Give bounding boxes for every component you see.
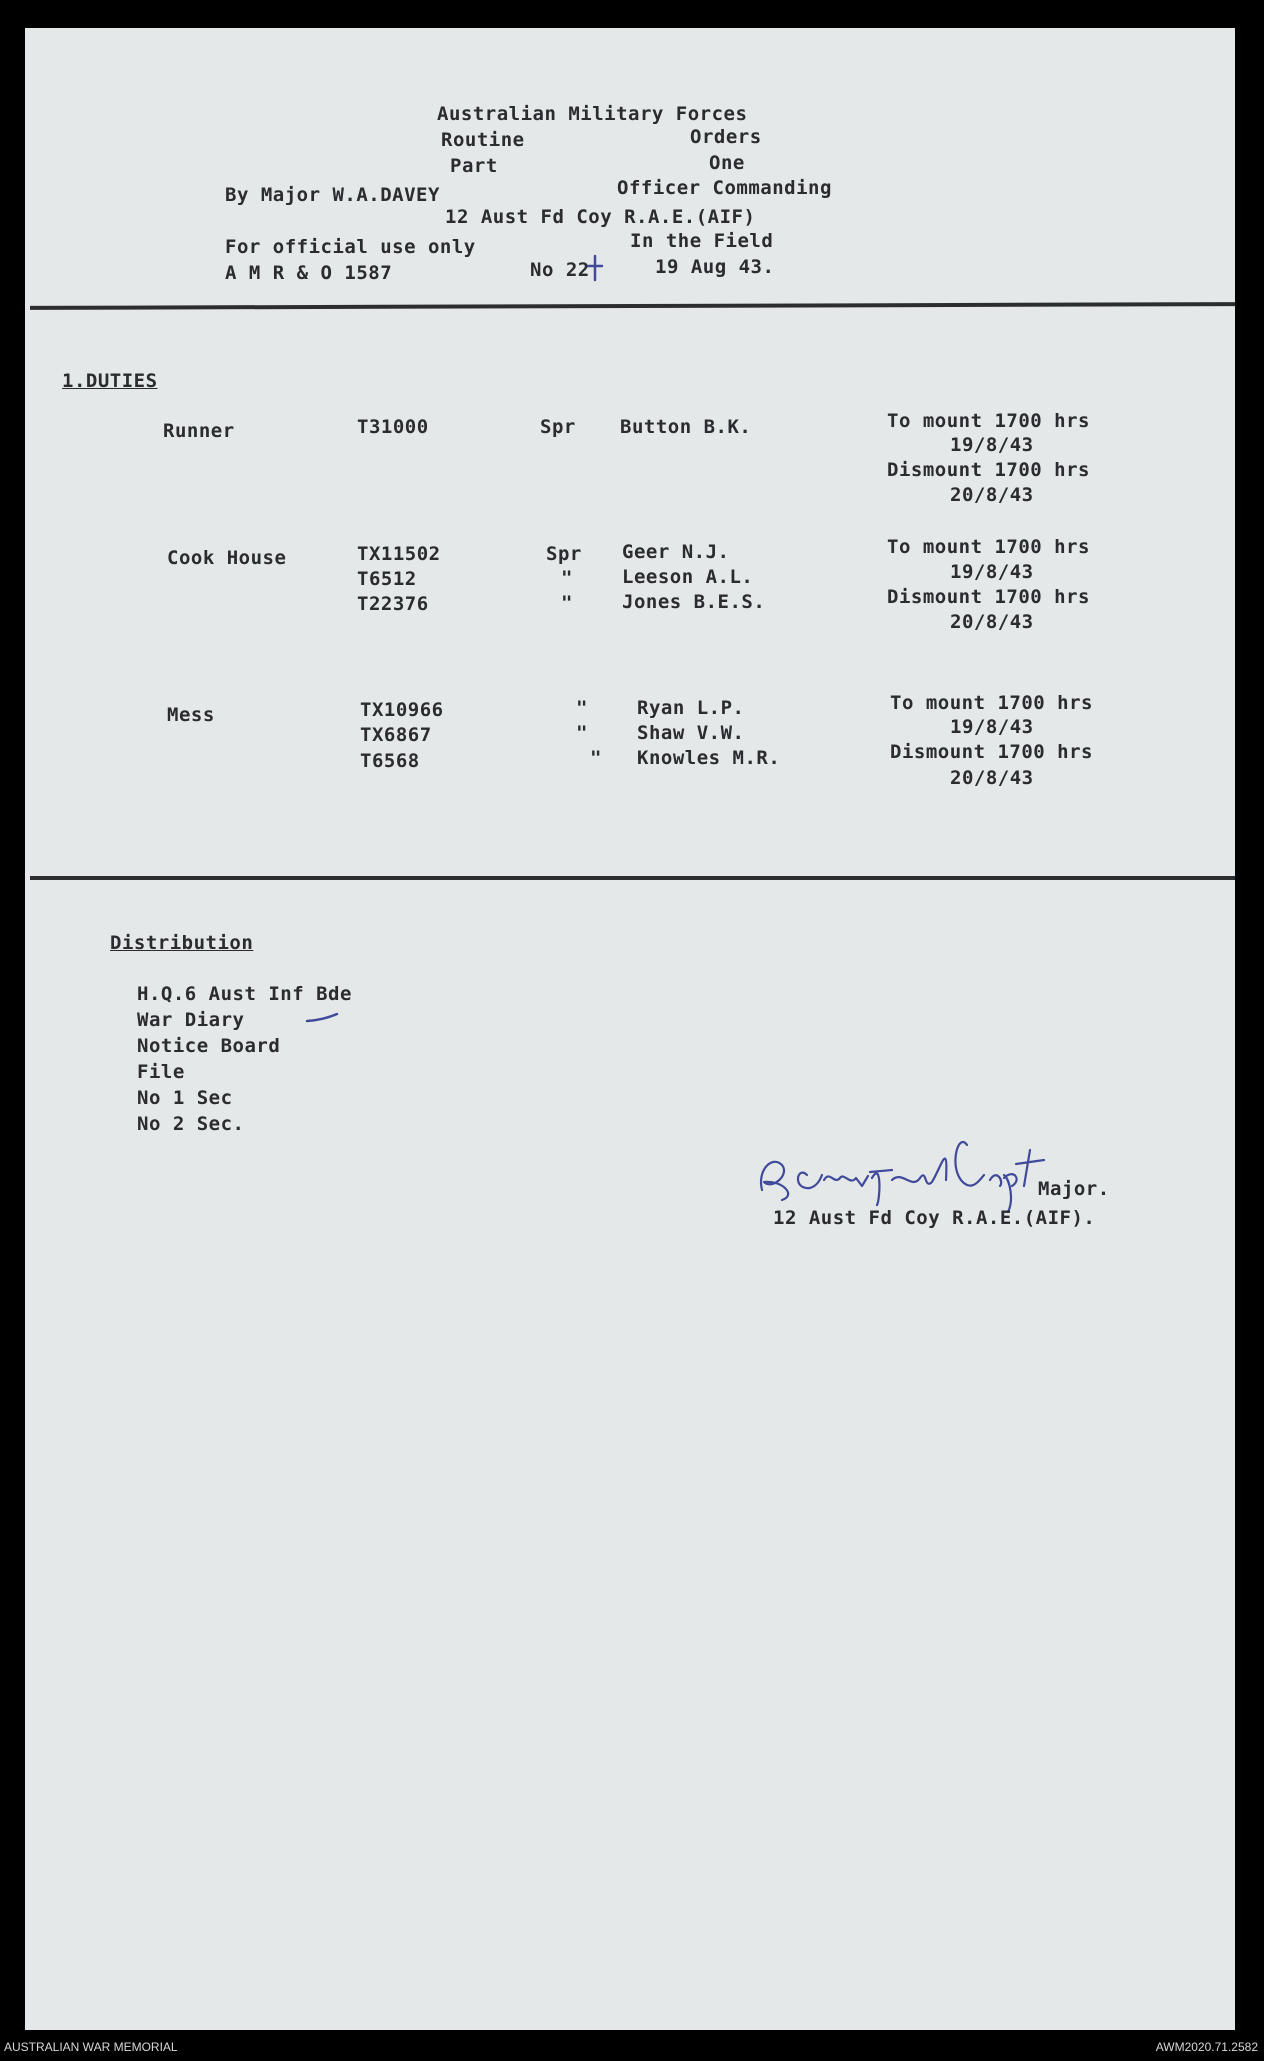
rank-ditto: " <box>561 592 573 614</box>
pen-correction-mark <box>585 254 605 284</box>
soldier-name: Button B.K. <box>620 416 752 438</box>
duty-label: Runner <box>163 420 235 442</box>
duty-time: 19/8/43 <box>950 561 1034 583</box>
rank-ditto: " <box>590 747 602 769</box>
service-number: TX11502 <box>357 543 441 565</box>
soldier-name: Leeson A.L. <box>622 566 754 588</box>
signature-unit: 12 Aust Fd Coy R.A.E.(AIF). <box>773 1207 1096 1229</box>
distribution-heading: Distribution <box>110 932 254 954</box>
distribution-item: No 1 Sec <box>137 1087 233 1109</box>
distribution-item: War Diary <box>137 1009 245 1031</box>
soldier-name: Jones B.E.S. <box>622 591 766 613</box>
duty-time: Dismount 1700 hrs <box>890 741 1093 763</box>
duty-time: 20/8/43 <box>950 611 1034 633</box>
rank-ditto: " <box>561 567 573 589</box>
soldier-name: Ryan L.P. <box>637 697 745 719</box>
distribution-item: No 2 Sec. <box>137 1113 245 1135</box>
footer-archive-name: AUSTRALIAN WAR MEMORIAL <box>4 2040 178 2054</box>
duty-time: Dismount 1700 hrs <box>887 459 1090 481</box>
rank-ditto: " <box>576 697 588 719</box>
header-official-use: For official use only <box>225 236 476 258</box>
service-number: TX6867 <box>360 724 432 746</box>
duty-label: Cook House <box>167 547 287 569</box>
duty-time: 19/8/43 <box>950 716 1034 738</box>
service-number: T31000 <box>357 416 429 438</box>
signature-rank: Major. <box>1038 1178 1110 1200</box>
service-number: T6568 <box>360 750 420 772</box>
distribution-item: Notice Board <box>137 1035 281 1057</box>
soldier-name: Knowles M.R. <box>637 747 781 769</box>
header-orders: Orders <box>690 126 762 148</box>
service-number: T22376 <box>357 593 429 615</box>
signature <box>752 1120 1132 1215</box>
duty-time: To mount 1700 hrs <box>890 692 1093 714</box>
header-date: 19 Aug 43. <box>655 256 775 278</box>
service-number: T6512 <box>357 568 417 590</box>
header-unit: 12 Aust Fd Coy R.A.E.(AIF) <box>445 206 756 228</box>
duty-label: Mess <box>167 704 215 726</box>
header-in-the-field: In the Field <box>630 230 774 252</box>
pen-tick-mark <box>305 1010 341 1026</box>
rank: Spr <box>546 543 582 565</box>
header-part: Part <box>450 155 498 177</box>
distribution-item: H.Q.6 Aust Inf Bde <box>137 983 352 1005</box>
duty-time: Dismount 1700 hrs <box>887 586 1090 608</box>
header-officer-commanding: Officer Commanding <box>617 177 832 199</box>
duty-time: 20/8/43 <box>950 484 1034 506</box>
rank: Spr <box>540 416 576 438</box>
header-by-major: By Major W.A.DAVEY <box>225 184 440 206</box>
header-title: Australian Military Forces <box>437 103 748 125</box>
soldier-name: Geer N.J. <box>622 541 730 563</box>
header-one: One <box>709 152 745 174</box>
duty-time: 19/8/43 <box>950 434 1034 456</box>
duty-time: To mount 1700 hrs <box>887 410 1090 432</box>
distribution-item: File <box>137 1061 185 1083</box>
footer-reference-id: AWM2020.71.2582 <box>1155 2040 1258 2054</box>
duty-time: To mount 1700 hrs <box>887 536 1090 558</box>
duty-time: 20/8/43 <box>950 767 1034 789</box>
header-order-number: No 22 <box>530 259 590 281</box>
header-amro: A M R & O 1587 <box>225 262 393 284</box>
rank-ditto: " <box>576 722 588 744</box>
section-heading: 1.DUTIES <box>62 370 158 392</box>
header-routine: Routine <box>441 129 525 151</box>
service-number: TX10966 <box>360 699 444 721</box>
soldier-name: Shaw V.W. <box>637 722 745 744</box>
divider-bottom <box>30 876 1235 880</box>
